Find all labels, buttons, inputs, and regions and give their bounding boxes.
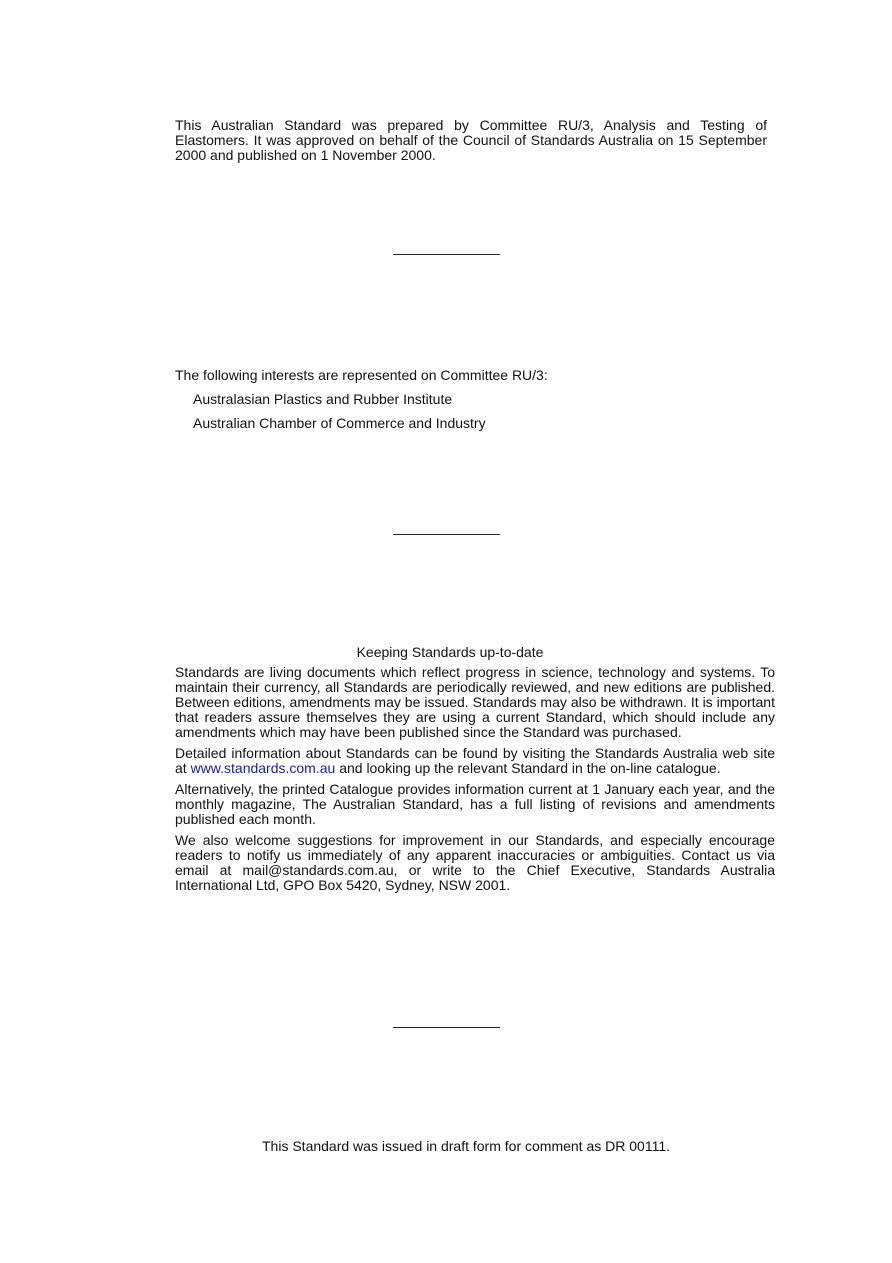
uptodate-section	[175, 665, 775, 899]
draft-notice: This Standard was issued in draft form for comment as DR 00111.	[262, 1138, 670, 1154]
text-run: Alternatively, the printed Catalogue provides information current at 1 January each year, and the monthly magazine,	[175, 781, 775, 812]
section-divider	[393, 254, 500, 255]
text-run: Detailed information about Standards can be found by visiting the Standards Australia web site at	[175, 745, 775, 776]
standards-website-link[interactable]: www.standards.com.au	[190, 760, 336, 776]
committee-member: Australian Chamber of Commerce and Industry	[193, 415, 486, 431]
uptodate-paragraph: We also welcome suggestions for improvement in our Standards, and especially encourage readers to notify us immediately of any apparent inaccuracies or ambiguities. Contact us via email at mail@standards.com.au, or write to the Chief Executive, Standards Australia International Ltd, GPO Box 5420, Sydney, NSW 2001.	[175, 832, 775, 893]
text-run: , has a full listing of revisions and amendments published each month.	[175, 796, 776, 827]
magazine-title: The Australian Standard	[302, 796, 460, 812]
text-run: and looking up the relevant Standard in the on-line catalogue.	[335, 760, 721, 776]
section-divider	[393, 1027, 500, 1028]
section-divider	[393, 534, 500, 535]
uptodate-paragraph	[175, 782, 775, 827]
preface-paragraph: This Australian Standard was prepared by Committee RU/3, Analysis and Testing of Elastomers. It was approved on behalf of the Council of Standards Australia on 15 September 2000 and published on 1 November 2000.	[175, 117, 767, 163]
uptodate-heading: Keeping Standards up-to-date	[356, 644, 544, 660]
uptodate-paragraph	[175, 746, 775, 776]
committee-member: Australasian Plastics and Rubber Institute	[193, 391, 453, 407]
committee-intro: The following interests are represented on Committee RU/3:	[175, 367, 548, 383]
uptodate-paragraph: Standards are living documents which reflect progress in science, technology and systems. To maintain their currency, all Standards are periodically reviewed, and new editions are published. Between editions, amendments may be issued. Standards may also be withdrawn. It is important that readers assure themselves they are using a current Standard, which should include any amendments which may have been published since the Standard was purchased.	[175, 664, 775, 740]
